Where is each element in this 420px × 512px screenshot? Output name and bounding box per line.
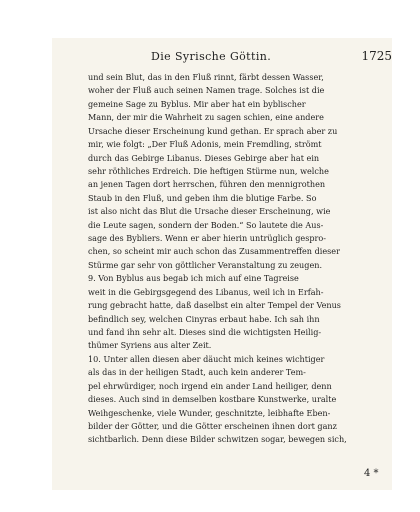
- running-title: Die Syrische Göttin.: [151, 50, 272, 63]
- text-line: Staub in den Fluß, und geben ihm die blutige Farbe. So: [88, 192, 317, 203]
- text-line: chen, so scheint mir auch schon das Zusammentreffen dieser: [88, 246, 340, 257]
- page-number: 1725: [361, 49, 392, 63]
- text-line: sichtbarlich. Denn diese Bilder schwitzen sogar, bewegen sich,: [88, 434, 347, 445]
- signature-mark: 4 *: [364, 468, 379, 479]
- text-line: pel ehrwürdiger, noch irgend ein ander Land heiliger, denn: [88, 380, 332, 391]
- text-line: und fand ihn sehr alt. Dieses sind die wichtigsten Heilig-: [88, 327, 322, 338]
- text-line: Stürme gar sehr von göttlicher Veranstaltung zu zeugen.: [88, 259, 323, 270]
- text-line: befindlich sey, welchen Cinyras erbaut habe. Ich sah ihn: [88, 313, 320, 324]
- body-text: [88, 71, 388, 447]
- text-line: ist also nicht das Blut die Ursache dieser Erscheinung, wie: [88, 206, 331, 217]
- text-line: als das in der heiligen Stadt, auch kein anderer Tem-: [88, 367, 306, 378]
- page-header: [96, 50, 392, 66]
- text-line: dieses. Auch sind in demselben kostbare Kunstwerke, uralte: [88, 394, 337, 405]
- text-line: weit in die Gebirgsgegend des Libanus, weil ich in Erfah-: [88, 286, 324, 297]
- text-line: rung gebracht hatte, daß daselbst ein alter Tempel der Venus: [88, 300, 341, 311]
- text-line: 9. Von Byblus aus begab ich mich auf eine Tagreise: [88, 273, 299, 284]
- text-line: gemeine Sage zu Byblus. Mir aber hat ein byblischer: [88, 98, 306, 109]
- text-line: woher der Fluß auch seinen Namen trage. Solches ist die: [88, 85, 325, 96]
- text-line: Ursache dieser Erscheinung kund gethan. Er sprach aber zu: [88, 125, 338, 136]
- text-line: mir, wie folgt: „Der Fluß Adonis, mein Fremdling, strömt: [88, 139, 322, 150]
- text-line: sehr röthliches Erdreich. Die heftigen Stürme nun, welche: [88, 165, 329, 176]
- text-line: die Leute sagen, sondern der Boden.“ So lautete die Aus-: [88, 219, 324, 230]
- text-line: durch das Gebirge Libanus. Dieses Gebirge aber hat ein: [88, 152, 320, 163]
- text-line: bilder der Götter, und die Götter erscheinen ihnen dort ganz: [88, 420, 337, 431]
- text-line: und sein Blut, das in den Fluß rinnt, färbt dessen Wasser,: [88, 72, 324, 82]
- text-line: an jenen Tagen dort herrschen, führen den mennigrothen: [88, 179, 326, 190]
- text-line: thümer Syriens aus alter Zeit.: [88, 340, 212, 351]
- text-line: sage des Bybliers. Wenn er aber hierin untrüglich gespro-: [88, 233, 327, 244]
- text-line: 10. Unter allen diesen aber däucht mich keines wichtiger: [88, 353, 325, 364]
- text-line: Mann, der mir die Wahrheit zu sagen schien, eine andere: [88, 112, 324, 123]
- text-line: Weihgeschenke, viele Wunder, geschnitzte, leibhafte Eben-: [88, 407, 331, 418]
